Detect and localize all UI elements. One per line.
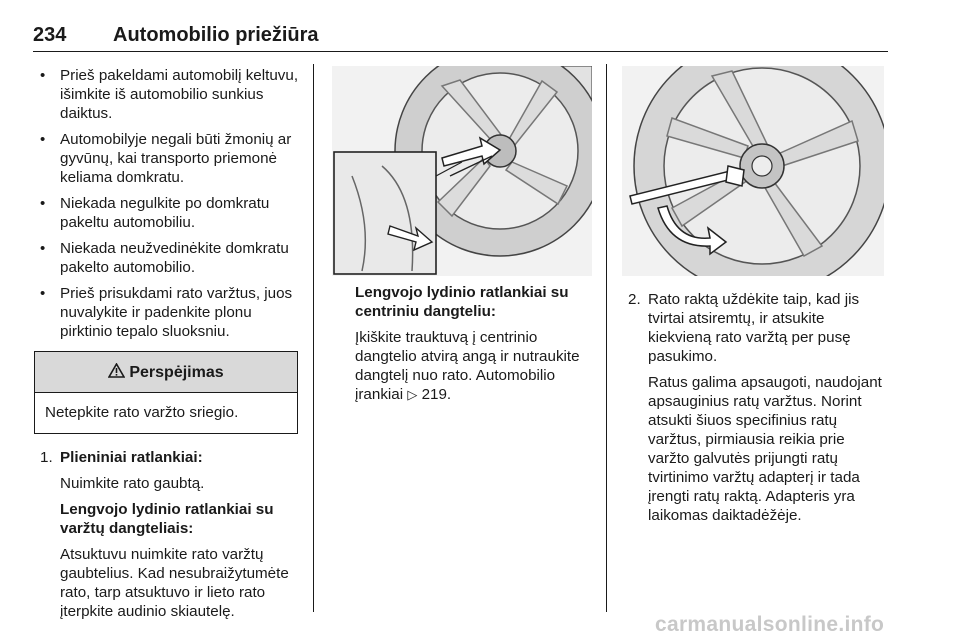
page-reference: 219. <box>421 386 452 403</box>
step-text: Ratus galima apsaugoti, naudojant apsauginius ratų varžtus. Norint atsukti šiuos specifinius ratų varžtus, pirmiausia reikia prie varžto galvutės prijungti ratų tvirtinimo varžtų adapterį ir tada įrengti ratų raktą. Adapteris yra laikomas daiktadėžėje. <box>648 374 882 524</box>
column-divider-2 <box>606 64 607 612</box>
step-text: Atsuktuvu nuimkite rato varžtų gaubtelius. Kad nesubraižytumėte rato, tarp atsuktuvo ir lieto rato įterpkite audinio skiautelę. <box>60 546 289 620</box>
step-subheading: Lengvojo lydinio ratlankiai su varžtų dangteliais: <box>60 501 274 537</box>
list-item: • Prieš prisukdami rato varžtus, juos nuvalykite ir padenkite plonu pirktinio tepalo sluoksniu. <box>40 284 302 341</box>
column-1 <box>40 66 302 628</box>
page-reference-icon: ▷ <box>407 387 418 402</box>
page-number: 234 <box>33 24 67 46</box>
section-text: Įkiškite trauktuvą į centrinio dangtelio atvirą angą ir nutraukite dangtelį nuo rato. Automobilio įrankiai ▷ 219. <box>355 329 580 403</box>
column-divider-1 <box>313 64 314 612</box>
section-subheading: Lengvojo lydinio ratlankiai su centriniu dangteliu: <box>355 284 569 320</box>
warning-triangle-icon <box>108 363 125 382</box>
page-title: Automobilio priežiūra <box>113 24 319 46</box>
step-2 <box>628 290 890 525</box>
page-header <box>33 24 888 50</box>
warning-body: Netepkite rato varžto sriegio. <box>45 404 239 421</box>
warning-box <box>34 351 298 434</box>
center-cap-removal-illustration <box>332 66 592 276</box>
header-rule <box>33 51 888 52</box>
warning-title: Perspėjimas <box>129 363 224 381</box>
column-3-text <box>628 290 890 532</box>
list-item: • Prieš pakeldami automobilį keltuvu, išimkite iš automobilio sunkius daiktus. <box>40 66 302 123</box>
step-number: 2. <box>628 291 641 308</box>
column-2-text <box>355 283 600 411</box>
step-1 <box>40 448 302 621</box>
list-item: • Niekada neužvedinėkite domkratu pakelto automobilio. <box>40 239 302 277</box>
step-heading: Plieniniai ratlankiai: <box>60 449 203 466</box>
precaution-list <box>40 66 302 341</box>
wheel-wrench-illustration <box>622 66 884 276</box>
list-item: • Automobilyje negali būti žmonių ar gyvūnų, kai transporto priemonė keliama domkratu. <box>40 130 302 187</box>
list-item: • Niekada negulkite po domkratu pakeltu automobiliu. <box>40 194 302 232</box>
step-text: Rato raktą uždėkite taip, kad jis tvirtai atsiremtų, ir atsukite kiekvieną rato varžtą per pusę pasukimo. <box>648 291 860 365</box>
warning-header <box>35 352 297 393</box>
watermark: carmanualsonline.info <box>655 613 885 636</box>
step-number: 1. <box>40 449 53 466</box>
step-text: Nuimkite rato gaubtą. <box>60 475 205 492</box>
